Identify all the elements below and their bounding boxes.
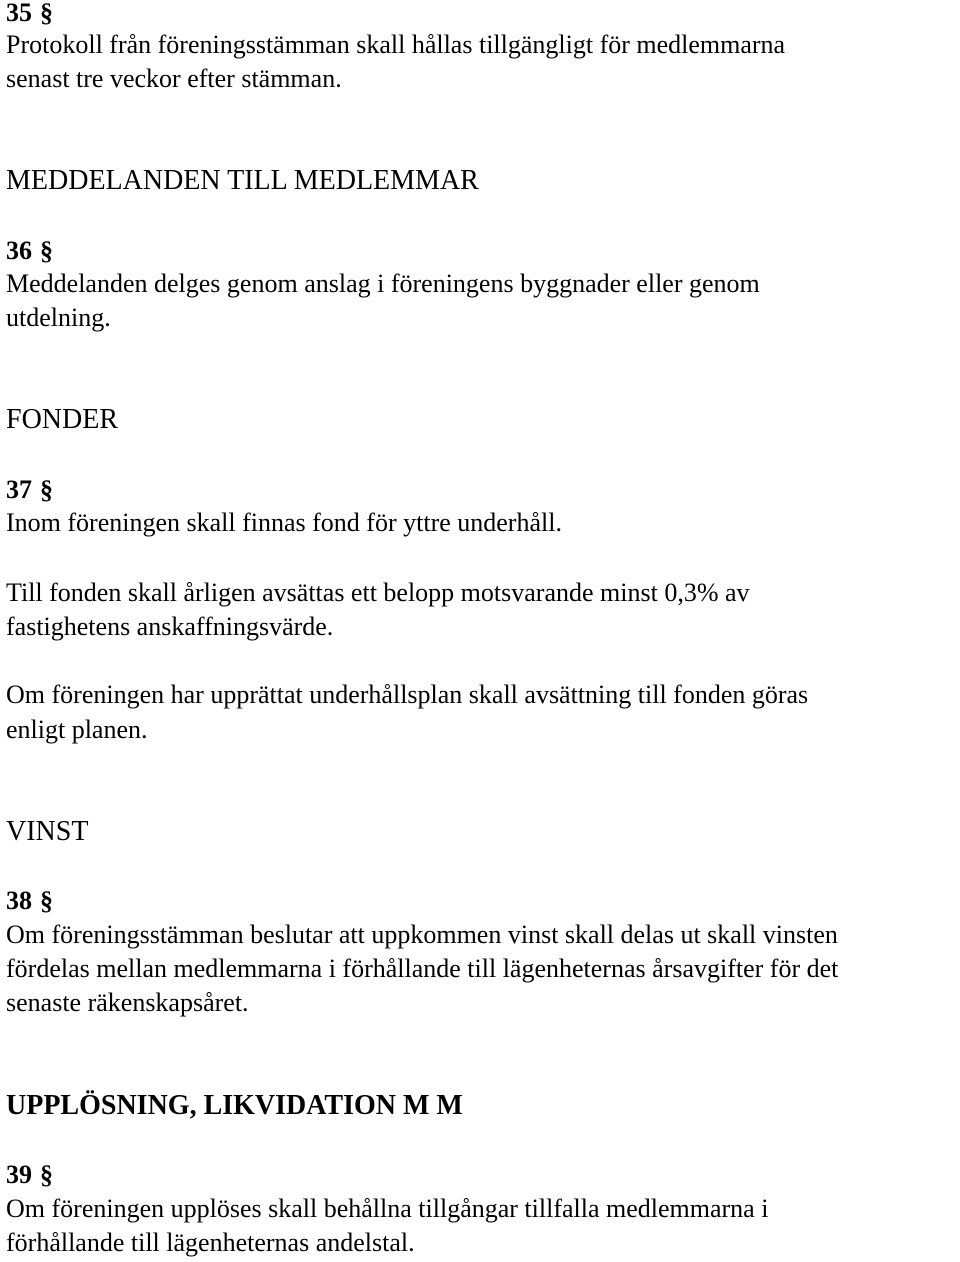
section-37-paragraph-2-line-2: fastighetens anskaffningsvärde. [6,612,334,641]
section-39-text-line-1: Om föreningen upplöses skall behållna tillgångar tillfalla medlemmarna i [6,1194,769,1223]
heading-vinst: VINST [6,816,89,847]
paragraph-symbol: § [40,236,53,265]
section-38-heading [6,884,53,918]
paragraph-symbol: § [40,475,53,504]
section-39-heading [6,1158,53,1192]
section-37-paragraph-2-line-1: Till fonden skall årligen avsättas ett belopp motsvarande minst 0,3% av [6,578,750,607]
section-38-text-line-3: senaste räkenskapsåret. [6,988,249,1017]
section-number: 37 [6,475,32,504]
section-38-text-line-1: Om föreningsstämman beslutar att uppkommen vinst skall delas ut skall vinsten [6,920,838,949]
section-37-paragraph-3-line-1: Om föreningen har upprättat underhållsplan skall avsättning till fonden göras [6,680,809,709]
section-35-text-line-1: Protokoll från föreningsstämman skall hållas tillgängligt för medlemmarna [6,30,786,59]
section-37-heading [6,473,53,507]
section-number: 35 [6,0,32,27]
section-number: 38 [6,886,32,915]
section-37-paragraph-3-line-2: enligt planen. [6,715,148,744]
section-39-text-line-2: förhållande till lägenheternas andelstal. [6,1228,415,1257]
section-37-paragraph-1: Inom föreningen skall finnas fond för yttre underhåll. [6,508,562,537]
section-35-text-line-2: senast tre veckor efter stämman. [6,64,342,93]
section-number: 36 [6,236,32,265]
heading-meddelanden: MEDDELANDEN TILL MEDLEMMAR [6,165,479,196]
paragraph-symbol: § [40,1160,53,1189]
section-35-heading [6,0,53,30]
section-36-heading [6,234,53,268]
heading-fonder: FONDER [6,404,119,435]
section-36-text-line-2: utdelning. [6,303,111,332]
paragraph-symbol: § [40,0,53,27]
section-38-text-line-2: fördelas mellan medlemmarna i förhållande till lägenheternas årsavgifter för det [6,954,839,983]
paragraph-symbol: § [40,886,53,915]
section-36-text-line-1: Meddelanden delges genom anslag i föreningens byggnader eller genom [6,269,760,298]
heading-upplosning: UPPLÖSNING, LIKVIDATION M M [6,1090,463,1121]
section-number: 39 [6,1160,32,1189]
